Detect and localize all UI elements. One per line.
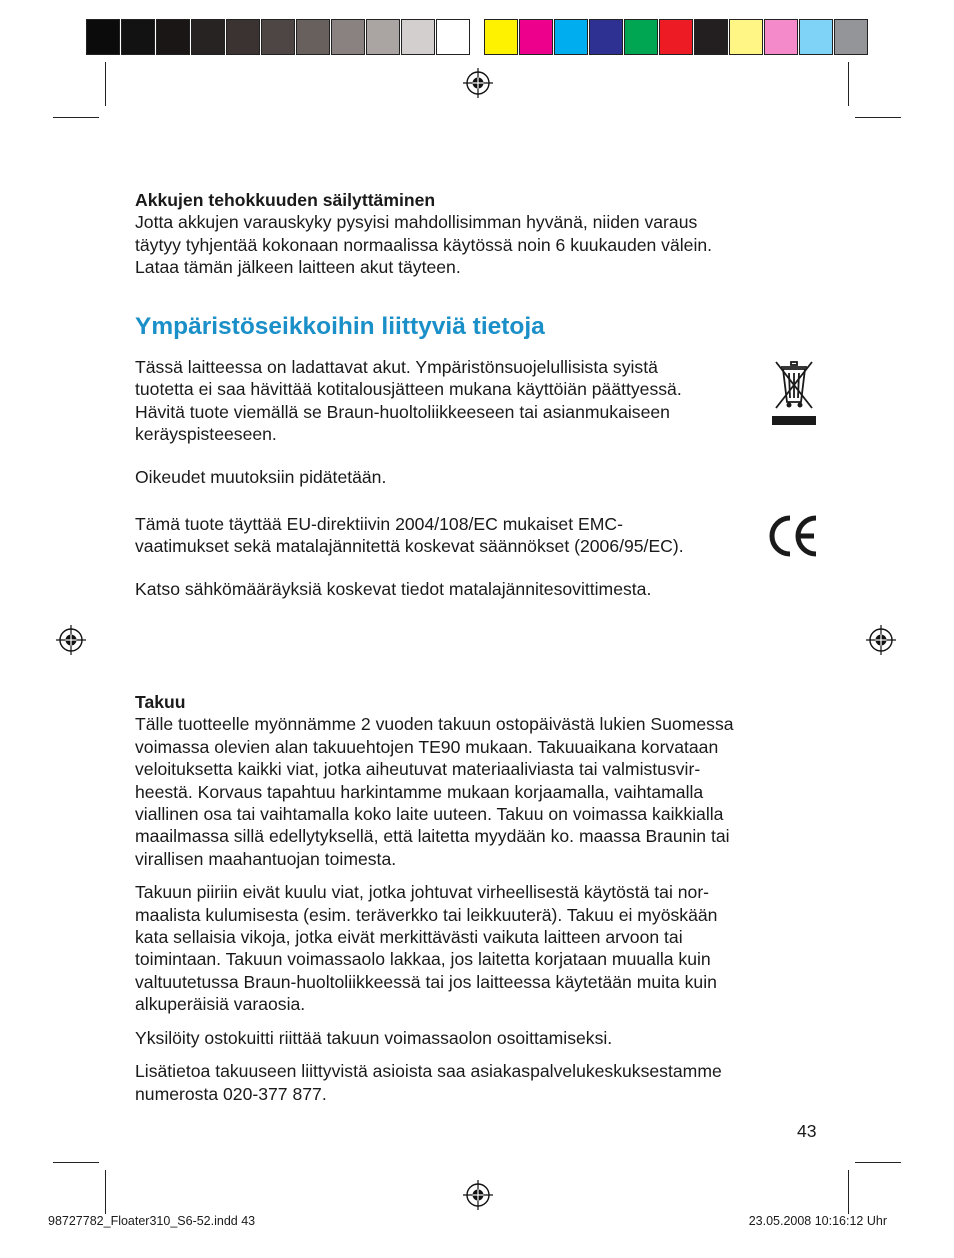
warranty-heading: Takuu — [135, 692, 186, 712]
battery-line: täytyy tyhjentää kokonaan normaalissa käytössä noin 6 kuukauden välein. — [135, 234, 713, 255]
registration-mark-icon — [56, 625, 86, 655]
paragraph-line: kata sellaisia vikoja, jotka eivät merkittävästi vaikuta laitteen arvoon tai — [135, 927, 683, 948]
color-swatch — [191, 19, 225, 55]
gray-color-bar — [86, 19, 471, 57]
color-swatch — [519, 19, 553, 55]
process-color-bar — [484, 19, 869, 57]
color-swatch — [589, 19, 623, 55]
ce-mark-icon — [768, 512, 820, 560]
color-swatch — [401, 19, 435, 55]
paragraph-line: numerosta 020-377 877. — [135, 1083, 327, 1104]
color-swatch — [331, 19, 365, 55]
color-swatch — [436, 19, 470, 55]
registration-mark-icon — [463, 68, 493, 98]
paragraph-line: maailmassa sillä edellytyksellä, että laitetta myydään ko. maassa Braunin tai — [135, 826, 730, 847]
color-swatch — [694, 19, 728, 55]
crossed-out-wheelie-bin-icon — [770, 358, 818, 428]
color-swatch — [624, 19, 658, 55]
paragraph-line: Lisätietoa takuuseen liittyvistä asioista saa asiakaspalvelukeskuksestamme — [135, 1061, 722, 1082]
environment-ce-paragraph — [135, 513, 775, 558]
crop-mark-bottom-left-v — [105, 1170, 106, 1214]
color-swatch — [484, 19, 518, 55]
battery-heading: Akkujen tehokkuuden säilyttäminen — [135, 190, 436, 210]
environment-title: Ympäristöseikkoihin liittyviä tietoja — [135, 313, 545, 340]
paragraph-line: keräyspisteeseen. — [135, 424, 277, 445]
environment-adapter-paragraph — [135, 578, 825, 600]
paragraph-line: maalista kulumisesta (esim. teräverkko tai leikkuuterä). Takuu ei myöskään — [135, 904, 718, 925]
color-swatch — [261, 19, 295, 55]
color-swatch — [366, 19, 400, 55]
slug-date-time: 23.05.2008 10:16:12 Uhr — [748, 1214, 887, 1228]
crop-mark-top-right-h — [855, 117, 901, 118]
paragraph-line: Hävitä tuote viemällä se Braun-huoltoliikkeeseen tai asianmukaiseen — [135, 401, 670, 422]
environment-rights-paragraph — [135, 466, 825, 488]
crop-mark-top-left-v — [105, 62, 106, 106]
crop-mark-bottom-right-v — [848, 1170, 849, 1214]
page-number: 43 — [797, 1121, 817, 1141]
paragraph-line: Yksilöity ostokuitti riittää takuun voimassaolon osoittamiseksi. — [135, 1027, 613, 1048]
paragraph-line: valtuutetussa Braun-huoltoliikkeessä tai jos laitteessa käytetään muita kuin — [135, 971, 717, 992]
color-swatch — [226, 19, 260, 55]
paragraph-line: alkuperäisiä varaosia. — [135, 994, 306, 1015]
color-swatch — [659, 19, 693, 55]
paragraph-line: Tämä tuote täyttää EU-direktiivin 2004/108/EC mukaiset EMC- — [135, 514, 623, 534]
registration-mark-icon — [463, 1180, 493, 1210]
paragraph-line: vaatimukset sekä matalajännitettä koskevat säännökset (2006/95/EC). — [135, 536, 684, 557]
color-swatch — [296, 19, 330, 55]
color-swatch — [156, 19, 190, 55]
paragraph-line: toimintaan. Takuun voimassaolo lakkaa, jos laitetta korjataan muualla kuin — [135, 949, 711, 970]
paragraph-line: Oikeudet muutoksiin pidätetään. — [135, 467, 387, 487]
paragraph-line: Tässä laitteessa on ladattavat akut. Ympäristönsuojelullisista syistä — [135, 357, 658, 377]
slug-file-info: 98727782_Floater310_S6-52.indd 43 — [48, 1214, 256, 1228]
color-swatch — [799, 19, 833, 55]
paragraph-line: Tälle tuotteelle myönnämme 2 vuoden takuun ostopäivästä lukien Suomessa — [135, 714, 734, 735]
battery-line: Jotta akkujen varauskyky pysyisi mahdollisimman hyvänä, niiden varaus — [135, 212, 698, 233]
paragraph-line: Takuun piiriin eivät kuulu viat, jotka johtuvat virheellisestä käytöstä tai nor- — [135, 882, 710, 903]
crop-mark-top-right-v — [848, 62, 849, 106]
paragraph-line: virallisen maahantuojan toimesta. — [135, 848, 397, 869]
paragraph-line: tuotetta ei saa hävittää kotitalousjätteen mukana käyttöiän päättyessä. — [135, 379, 682, 400]
paragraph-line: veloituksetta kaikki viat, jotka aiheutuvat materiaaliviasta tai valmistusvir- — [135, 759, 701, 780]
battery-line: Lataa tämän jälkeen laitteen akut täyteen. — [135, 257, 461, 278]
environment-disposal-paragraph — [135, 356, 775, 446]
color-swatch — [729, 19, 763, 55]
color-swatch — [834, 19, 868, 55]
color-swatch — [764, 19, 798, 55]
crop-mark-bottom-left-h — [53, 1162, 99, 1163]
color-swatch — [86, 19, 120, 55]
warranty-section — [135, 691, 825, 1105]
color-swatch — [554, 19, 588, 55]
color-swatch — [121, 19, 155, 55]
paragraph-line: viallinen osa tai vaihtamalla koko laite uuteen. Takuu on voimassa kaikkialla — [135, 804, 724, 825]
crop-mark-top-left-h — [53, 117, 99, 118]
paragraph-line: heestä. Korvaus tapahtuu harkintamme mukaan korjaamalla, vaihtamalla — [135, 781, 704, 802]
battery-section — [135, 189, 825, 279]
registration-mark-icon — [866, 625, 896, 655]
paragraph-line: Katso sähkömääräyksiä koskevat tiedot matalajännitesovittimesta. — [135, 579, 652, 599]
paragraph-line: voimassa olevien alan takuuehtojen TE90 mukaan. Takuuaikana korvataan — [135, 736, 719, 757]
crop-mark-bottom-right-h — [855, 1162, 901, 1163]
